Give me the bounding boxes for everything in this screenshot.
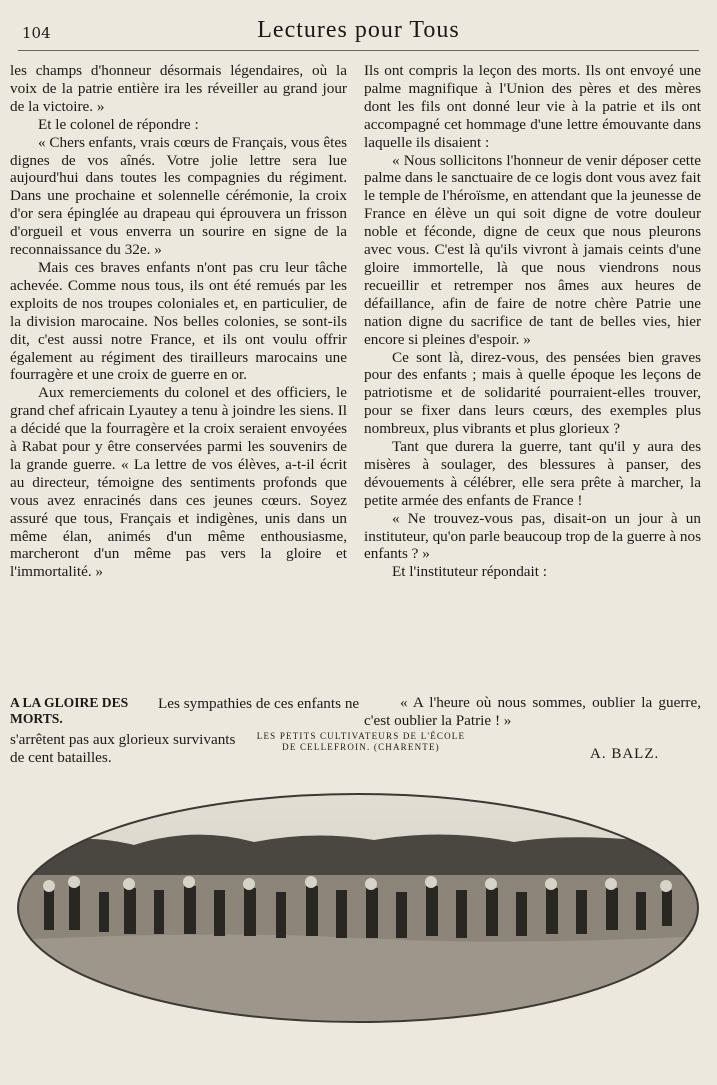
header-rule: [18, 50, 699, 51]
author-signature: A. BALZ.: [590, 746, 660, 762]
paragraph: les champs d'honneur désormais légendaires, où la voix de la patrie entière ira les réveiller au grand jour de la victoire. »: [10, 62, 347, 115]
photo-caption: LES PETITS CULTIVATEURS DE L'ÉCOLE DE CELLEFROIN. (CHARENTE): [256, 731, 466, 752]
paragraph: Et le colonel de répondre :: [38, 115, 199, 133]
left-column: [10, 62, 347, 581]
sidebar-text-continued: s'arrêtent pas aux glorieux survivants de cent batailles.: [10, 731, 236, 766]
photo-school-gardeners: [14, 790, 702, 1026]
paragraph: Ils ont compris la leçon des morts. Ils ont envoyé une palme magnifique à l'Union des pères et des mères dont les fils ont donné leur vie à la patrie et ils ont accompagné cet hommage d'une lettre émouvante dans laquelle ils disaient :: [364, 62, 701, 151]
sidebar-text: Les sympathies de ces enfants ne: [158, 695, 360, 712]
paragraph: Mais ces braves enfants n'ont pas cru leur tâche achevée. Comme nous tous, ils ont été remués par les exploits de nos troupes coloniales et, en particulier, de la division marocaine. Nos belles colonies, se sont-ils dit, c'est aussi notre France, et ils ont voulu offrir également au régiment des tirailleurs marocains une fourragère et une croix de guerre en or.: [10, 258, 347, 384]
sidebar-heading: A LA GLOIRE DES MORTS.: [10, 695, 129, 726]
paragraph: « A l'heure où nous sommes, oublier la guerre, c'est oublier la Patrie ! »: [364, 694, 701, 729]
paragraph: « Ne trouvez-vous pas, disait-on un jour à un instituteur, qu'on parle beaucoup trop de la guerre à nos enfants ? »: [364, 509, 701, 563]
paragraph: Aux remerciements du colonel et des officiers, le grand chef africain Lyautey a tenu à joindre les siens. Il a décidé que la fourragère et la croix seraient envoyées à Rabat pour y être conservées parmi les souvenirs de la grande guerre. « La lettre de vos élèves, a-t-il écrit au directeur, témoigne des sentiments profonds que vous avez enracinés dans ces jeunes cœurs. Soyez assuré que tous, Français et indigènes, unis dans un même élan, animés d'un même enthousiasme, marcheront d'un même pas vers la gloire et l'immortalité. »: [10, 384, 347, 581]
page-title: Lectures pour Tous: [257, 17, 460, 43]
right-tail: [364, 694, 701, 730]
right-column: [364, 62, 701, 581]
paragraph: « Nous sollicitons l'honneur de venir déposer cette palme dans le sanctuaire de ce logis dont vous avez fait le temple de l'héroïsme, en attendant que la jeunesse de France en élève un qui soit digne de votre douleur noble et féconde, digne de ceux que nous pleurons avec vous. C'est là qu'ils vivront à jamais ceints d'une gloire immortelle, là que nous viendrons nous recueillir et retremper nos âmes aux heures de défaillance, afin de faire de notre chère Patrie une nation digne du sacrifice de tant de belles vies, hier encore si pleines d'espoir. »: [364, 151, 701, 348]
paragraph: Et l'instituteur répondait :: [392, 563, 548, 581]
paragraph: Ce sont là, direz-vous, des pensées bien graves pour des enfants ; mais à quelle époque les leçons de patriotisme et de solidarité pourraient-elles trouver, pour se fixer dans leurs cœurs, des exemples plus nombreux, plus vibrants et plus glorieux ?: [364, 348, 701, 438]
paragraph: Tant que durera la guerre, tant qu'il y aura des misères à soulager, des blessures à panser, des dévouements à célébrer, elle sera prête à marcher, la petite armée des enfants de France !: [364, 438, 701, 509]
paragraph: « Chers enfants, vrais cœurs de Français, vous êtes dignes de vos aînés. Votre jolie lettre sera lue aujourd'hui dans toutes les compagnies du régiment. Dans une prochaine et solennelle cérémonie, la croix d'or sera épinglée au drapeau qui éprouvera un frisson d'orgueil et vous enverra un sourire en signe de la reconnaissance du 32e. »: [10, 133, 347, 259]
page-number: 104: [22, 24, 51, 42]
